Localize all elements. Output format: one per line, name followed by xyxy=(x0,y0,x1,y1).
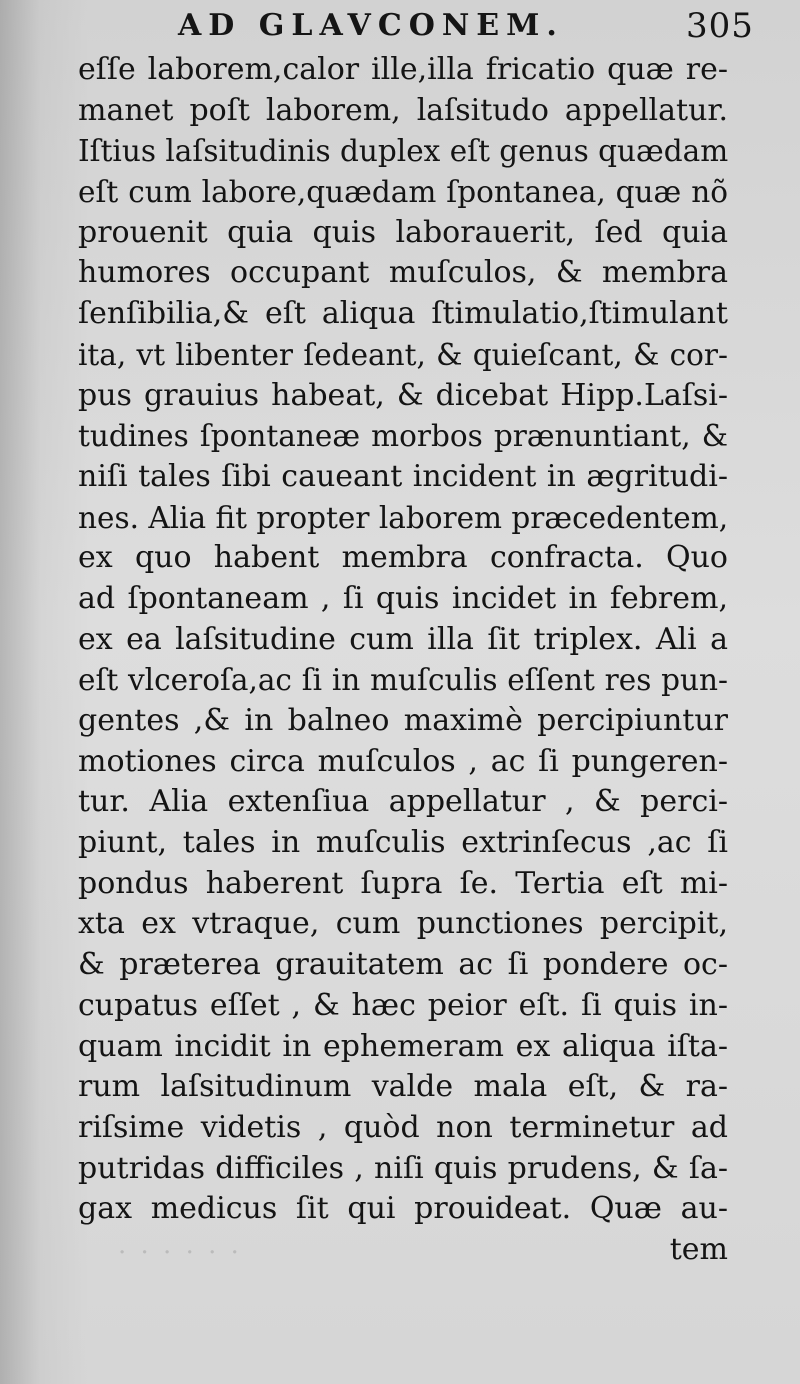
text-line: pus grauius habeat, & dicebat Hipp.Laſsi- xyxy=(78,377,728,413)
text-line: ex quo habent membra confracta. Quo xyxy=(78,540,728,576)
text-line: ita, vt libenter ſedeant, & quieſcant, & cor- xyxy=(78,337,728,372)
text-line: eſt vlceroſa,ac ſi in muſculis eſſent res pun- xyxy=(78,663,728,698)
text-line: manet poſt laborem, laſsitudo appellatur. xyxy=(78,92,728,128)
text-line: Iſtius laſsitudinis duplex eſt genus quædam xyxy=(78,134,728,169)
running-head: AD GLAVCONEM. xyxy=(178,8,564,43)
show-through-text: · · · · · · xyxy=(118,1238,242,1268)
text-line: ſenſibilia,& eſt aliqua ſtimulatio,ſtimulant xyxy=(78,296,728,332)
body-text xyxy=(78,50,728,1271)
text-line: motiones circa muſculos , ac ſi pungeren- xyxy=(78,743,728,779)
text-line: pondus haberent ſupra ſe. Tertia eſt mi- xyxy=(78,865,728,901)
text-line: eſſe laborem,calor ille,illa fricatio quæ re- xyxy=(78,52,728,87)
text-line: riſsime videtis , quòd non terminetur ad xyxy=(78,1109,728,1145)
page-header xyxy=(0,6,800,46)
text-line: piunt, tales in muſculis extrinſecus ,ac ſi xyxy=(78,825,728,861)
text-line: gentes ,& in balneo maximè percipiuntur xyxy=(78,703,728,738)
text-line: humores occupant muſculos, & membra xyxy=(78,255,728,291)
text-line: ad ſpontaneam , ſi quis incidet in febrem, xyxy=(78,580,728,616)
text-line: cupatus eſſet , & hæc peior eſt. ſi quis in- xyxy=(78,987,728,1023)
text-line: putridas difficiles , niſi quis prudens, & ſa- xyxy=(78,1150,728,1186)
text-line: eſt cum labore,quædam ſpontanea, quæ nõ xyxy=(78,175,728,210)
page-number: 305 xyxy=(686,6,754,46)
text-line: xta ex vtraque, cum punctiones percipit, xyxy=(78,906,728,942)
text-line: & præterea grauitatem ac ſi pondere oc- xyxy=(78,947,728,983)
text-line: niſi tales ſibi caueant incident in ægritudi- xyxy=(78,458,728,494)
text-line: prouenit quia quis laborauerit, ſed quia xyxy=(78,214,728,250)
text-line: gax medicus ſit qui prouideat. Quæ au- xyxy=(78,1191,728,1227)
text-line: tudines ſpontaneæ morbos prænuntiant, & xyxy=(78,419,728,454)
text-line: nes. Alia fit propter laborem præcedentem, xyxy=(78,500,728,535)
catchword: tem xyxy=(669,1231,728,1267)
text-line: tur. Alia extenſiua appellatur , & perci- xyxy=(78,784,728,820)
text-line: rum laſsitudinum valde mala eſt, & ra- xyxy=(78,1069,728,1105)
text-line: ex ea laſsitudine cum illa ſit triplex. Ali a xyxy=(78,621,728,657)
text-line: quam incidit in ephemeram ex aliqua iſta- xyxy=(78,1028,728,1064)
